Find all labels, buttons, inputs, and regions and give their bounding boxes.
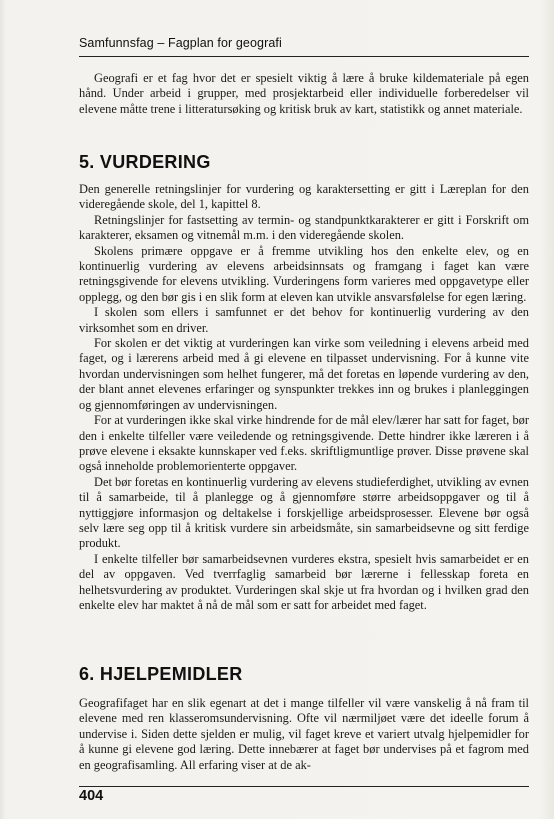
section-6-body	[79, 696, 529, 773]
running-header: Samfunnsfag – Fagplan for geografi	[79, 36, 282, 50]
header-rule	[79, 56, 529, 57]
intro-block	[79, 71, 529, 117]
section-5-paragraph: Skolens primære oppgave er å fremme utvikling hos den enkelte elev, og en kontinuerlig vurdering av elevens arbeidsinnsats og framgang i faget kan være retningsgivende for elevens utvikling. Vurderingens form varieres med oppgavetype eller opplegg, og den bør gis i en slik form at eleven kan utvikle ansvarsfølelse for egen læring.	[79, 243, 529, 304]
section-5-paragraph: Retningslinjer for fastsetting av termin- og standpunktkarakterer er gitt i Forskrift om karakterer, eksamen og vitnemål m.m. i den videregående skolen.	[79, 212, 529, 243]
section-5-paragraph: For skolen er det viktig at vurderingen kan virke som veiledning i elevens arbeid med faget, og i lærerens arbeid med å gi elevene en tilpasset undervisning. For å kunne vite hvordan undervisningen som helhet fungerer, må det foretas en løpende vurdering av den, der blant annet elevenes erfaringer og synspunkter trekkes inn og brukes i planleggingen og gjennomføringen av undervisningen.	[79, 336, 529, 412]
section-5-paragraph: I enkelte tilfeller bør samarbeidsevnen vurderes ekstra, spesielt hvis samarbeidet er en del av oppgaven. Ved tverrfaglig samarbeid bør lærerne i fellesskap foreta en helhetsvurdering av produktet. Vurderingen skal skje ut fra hvordan og i hvilken grad den enkelte elev har maktet å nå de mål som er satt for arbeidet med faget.	[79, 551, 529, 612]
page-number: 404	[79, 788, 104, 804]
section-6-paragraph: Geografifaget har en slik egenart at det i mange tilfeller vil være vanskelig å nå fram til elevene med ren klasseromsundervisning. Ofte vil nærmiljøet være det ideelle forum å undervise i. Siden dette sjelden er mulig, vil faget kreve et variert utvalg hjelpemidler for å kunne gi elevene god læring. Dette innebærer at faget bør undervises på et fagrom med en geografisamling. All erfaring viser at de ak-	[79, 696, 529, 772]
section-5-body	[79, 182, 529, 613]
intro-paragraph: Geografi er et fag hvor det er spesielt viktig å lære å bruke kildemateriale på egen hånd. Under arbeid i grupper, med prosjektarbeid eller individuelle forberedelser vil elevene måtte trene i litteratursøking og kritisk bruk av kart, statistikk og annet materiale.	[79, 71, 529, 116]
section-5-heading: 5. VURDERING	[79, 152, 211, 172]
section-5-paragraph: For at vurderingen ikke skal virke hindrende for de mål elev/lærer har satt for faget, bør den i enkelte tilfeller være veiledende og retningsgivende. Dette hindrer ikke læreren i å prøve elevene i eksakte kunnskaper ved f.eks. skriftligmuntlige prøver. Disse prøvene skal også inneholde problemorienterte oppgaver.	[79, 413, 529, 474]
footer-rule	[79, 786, 529, 787]
section-6-heading: 6. HJELPEMIDLER	[79, 664, 243, 684]
section-5-paragraph: I skolen som ellers i samfunnet er det behov for kontinuerlig vurdering av den virksomhet som en driver.	[79, 305, 529, 335]
section-5-paragraph: Det bør foretas en kontinuerlig vurdering av elevens studieferdighet, utvikling av evnen til å samarbeide, til å planlegge og å gjennomføre større arbeidsoppgaver og til å nyttiggjøre informasjon og deltakelse i forskjellige arbeidsprosesser. Elevene bør også selv lære seg opp til å kritisk vurdere sin arbeidsmåte, sin samarbeidsevne og sitt ferdige produkt.	[79, 474, 529, 551]
section-5-paragraph: Den generelle retningslinjer for vurdering og karaktersetting er gitt i Læreplan for den videregående skole, del 1, kapittel 8.	[79, 182, 529, 212]
